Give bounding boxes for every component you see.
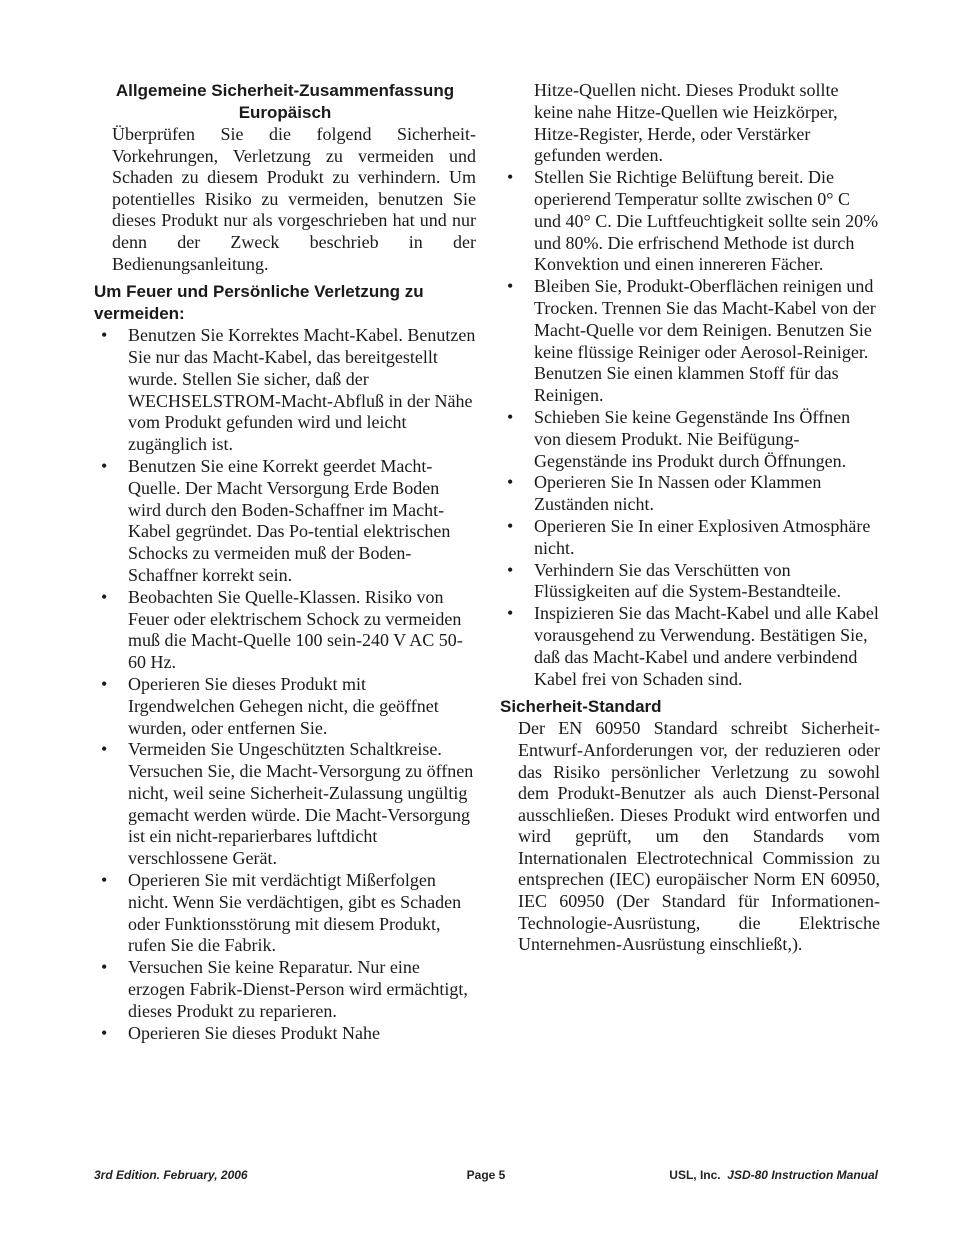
- list-item-text: Inspizieren Sie das Macht-Kabel und alle Kabel vorausgehend zu Verwendung. Bestätigen Sie, daß das Macht-Kabel und andere verbindend Kabel frei von Schaden sind.: [534, 603, 879, 689]
- list-item-text: Benutzen Sie eine Korrekt geerdet Macht-Quelle. Der Macht Versorgung Erde Boden wird durch den Boden-Schaffner im Macht-Kabel gegründet. Das Po-tential elektrischen Schocks zu vermeiden muß der Boden-Schaffner korrekt sein.: [128, 455, 451, 585]
- left-column: [94, 80, 476, 1044]
- bullet-icon: •: [101, 586, 108, 607]
- list-item: [94, 325, 476, 456]
- bullet-icon: •: [101, 739, 108, 760]
- list-item: [94, 1023, 476, 1045]
- list-item: [500, 276, 880, 407]
- fire-injury-heading: Um Feuer und Persönliche Verletzung zu vermeiden:: [94, 282, 424, 324]
- list-item-text: Vermeiden Sie Ungeschützten Schaltkreise. Versuchen Sie, die Macht-Versorgung zu öffnen nicht, weil seine Sicherheit-Zulassung ungültig gemacht werden würde. Die Macht-Versorgung ist ein nicht-reparierbares luftdicht verschlossene Gerät.: [128, 739, 474, 869]
- list-item: [500, 516, 880, 560]
- list-item: [94, 456, 476, 587]
- right-bullet-list: [500, 167, 880, 690]
- footer-manual-title: JSD-80 Instruction Manual: [727, 1168, 878, 1182]
- right-column: [500, 80, 880, 962]
- intro-paragraph: Überprüfen Sie die folgend Sicherheit-Vorkehrungen, Verletzung zu vermeiden und Schaden zu diesem Produkt zu verhindern. Um potentielles Risiko zu vermeiden, benutzen Sie dieses Produkt nur als vorgeschrieben hat und nur denn der Zweck beschrieb in der Bedienungsanleitung.: [112, 124, 476, 274]
- bullet-icon: •: [507, 472, 514, 493]
- footer-company: USL, Inc.: [669, 1168, 721, 1182]
- list-item-text: Benutzen Sie Korrektes Macht-Kabel. Benutzen Sie nur das Macht-Kabel, das bereitgestellt wurde. Stellen Sie sicher, daß der WECHSELSTROM-Macht-Abfluß in der Nähe vom Produkt gefunden wird und leicht zugänglich ist.: [128, 325, 476, 455]
- footer-edition: 3rd Edition. February, 2006: [94, 1168, 248, 1182]
- list-item-text: Operieren Sie dieses Produkt Nahe: [128, 1022, 380, 1043]
- safety-standard-paragraph: Der EN 60950 Standard schreibt Sicherheit-Entwurf-Anforderungen vor, der reduzieren oder das Risiko persönlicher Verletzung zu sowohl dem Produkt-Benutzer als auch Dienst-Personal ausschließen. Dieses Produkt wird entworfen und wird geprüft, um den Standards vom Internationalen Electrotechnical Commission zu entsprechen (IEC) europäischer Norm EN 60950, IEC 60950 (Der Standard für Informationen-Technologie-Ausrüstung, die Elektrische Unternehmen-Ausrüstung einschließt,).: [518, 718, 880, 955]
- list-item-text: Versuchen Sie keine Reparatur. Nur eine erzogen Fabrik-Dienst-Person wird ermächtigt, dieses Produkt zu reparieren.: [128, 957, 468, 1021]
- bullet-icon: •: [507, 559, 514, 580]
- bullet-icon: •: [101, 870, 108, 891]
- section-title: Allgemeine Sicherheit-Zusammenfassung: [115, 81, 455, 100]
- list-item: [94, 587, 476, 674]
- list-item: [94, 957, 476, 1022]
- bullet-icon: •: [101, 673, 108, 694]
- footer-manual-info: [669, 1168, 878, 1182]
- list-item: [500, 407, 880, 472]
- bullet-icon: •: [101, 957, 108, 978]
- bullet-icon: •: [507, 276, 514, 297]
- list-item-text: Bleiben Sie, Produkt-Oberflächen reinigen und Trocken. Trennen Sie das Macht-Kabel von der Macht-Quelle vor dem Reinigen. Benutzen Sie keine flüssige Reiniger oder Aerosol-Reiniger. Benutzen Sie einen klammen Stoff für das Reinigen.: [534, 276, 876, 406]
- list-item: [500, 472, 880, 516]
- list-item-text: Operieren Sie In einer Explosiven Atmosphäre nicht.: [534, 515, 871, 558]
- bullet-continuation: Hitze-Quellen nicht. Dieses Produkt sollte keine nahe Hitze-Quellen wie Heizkörper, Hitze-Register, Herde, oder Verstärker gefunden werden.: [534, 80, 839, 166]
- list-item-text: Verhindern Sie das Verschütten von Flüssigkeiten auf die System-Bestandteile.: [534, 559, 841, 602]
- list-item: [94, 739, 476, 870]
- bullet-icon: •: [101, 455, 108, 476]
- left-bullet-list: [94, 325, 476, 1044]
- list-item-text: Stellen Sie Richtige Belüftung bereit. Die operierend Temperatur sollte zwischen 0° C und 40° C. Die Luftfeuchtigkeit sollte sein 20% und 80%. Die erfrischend Methode ist durch Konvektion und einen innereren Fächer.: [534, 167, 879, 275]
- list-item: [500, 167, 880, 276]
- list-item: [500, 560, 880, 604]
- list-item-text: Operieren Sie In Nassen oder Klammen Zuständen nicht.: [534, 472, 822, 515]
- list-item: [94, 870, 476, 957]
- list-item-text: Schieben Sie keine Gegenstände Ins Öffnen von diesem Produkt. Nie Beifügung-Gegenstände ins Produkt durch Öffnungen.: [534, 406, 851, 471]
- safety-standard-heading: Sicherheit-Standard: [500, 697, 662, 717]
- bullet-icon: •: [101, 1022, 108, 1043]
- bullet-icon: •: [101, 325, 108, 346]
- bullet-icon: •: [507, 515, 514, 536]
- list-item: [500, 603, 880, 690]
- bullet-icon: •: [507, 406, 514, 427]
- footer-page-number: Page 5: [466, 1168, 506, 1182]
- bullet-icon: •: [507, 603, 514, 624]
- list-item-text: Operieren Sie dieses Produkt mit Irgendwelchen Gehegen nicht, die geöffnet wurden, oder entfernen Sie.: [128, 673, 439, 738]
- bullet-icon: •: [507, 167, 514, 188]
- section-subtitle: Europäisch: [238, 103, 332, 122]
- list-item-text: Operieren Sie mit verdächtigt Mißerfolgen nicht. Wenn Sie verdächtigen, gibt es Schaden oder Funktionsstörung mit diesem Produkt, rufen Sie die Fabrik.: [128, 870, 462, 956]
- list-item: [94, 674, 476, 739]
- list-item-text: Beobachten Sie Quelle-Klassen. Risiko von Feuer oder elektrischem Schock zu vermeiden muß die Macht-Quelle 100 sein-240 V AC 50-60 Hz.: [128, 586, 463, 673]
